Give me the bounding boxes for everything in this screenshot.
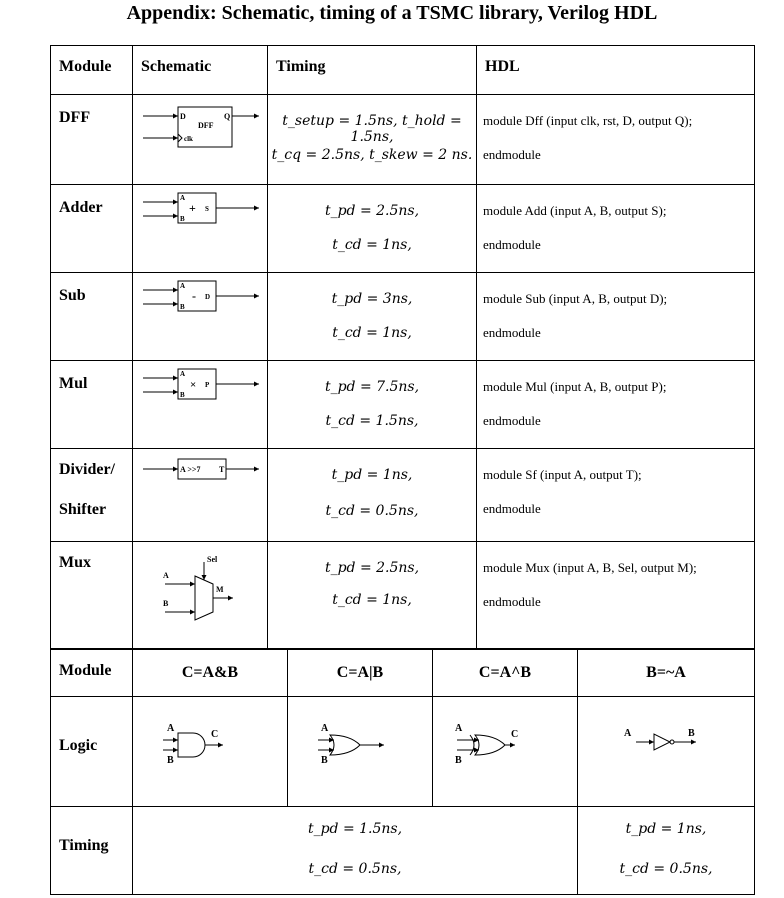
adder-symbol <box>133 185 268 267</box>
hdl-line: module Dff (input clk, rst, D, output Q); <box>483 113 693 128</box>
and-gate-icon <box>133 697 288 801</box>
header-and: C=A&B <box>133 649 288 697</box>
and-label-b: B <box>167 755 174 766</box>
module-name: DFF <box>51 95 133 185</box>
timing-line: t_pd = 1ns, <box>331 467 413 483</box>
adder-label-s: S <box>205 205 209 213</box>
hdl-line: module Sub (input A, B, output D); <box>483 291 668 306</box>
schematic-mux <box>133 542 268 650</box>
header-module: Module <box>51 649 133 697</box>
xor-gate-icon <box>433 697 578 801</box>
logic-gate-table <box>50 648 755 895</box>
and-label-a: A <box>167 723 175 734</box>
hdl-line: module Mux (input A, B, Sel, output M); <box>483 560 697 575</box>
timing-line: t_cd = 1.5ns, <box>325 413 419 429</box>
adder-label-a: A <box>180 194 186 202</box>
table-row <box>51 95 755 185</box>
or-label-b: B <box>321 755 328 766</box>
sub-label-a: A <box>180 282 186 290</box>
page-title: Appendix: Schematic, timing of a TSMC library, Verilog HDL <box>126 2 658 24</box>
shifter-label-t: T <box>219 465 225 474</box>
module-name-line: Shifter <box>59 501 107 518</box>
hdl-adder <box>477 185 755 273</box>
timing-gates <box>133 807 578 895</box>
dff-label-clk: clk <box>184 135 193 143</box>
mul-label-b: B <box>180 391 185 399</box>
timing-line: t_pd = 1.5ns, <box>307 821 403 837</box>
timing-line: t_pd = 7.5ns, <box>324 379 420 395</box>
schematic-adder <box>133 185 268 273</box>
hdl-line: module Mul (input A, B, output P); <box>483 379 667 394</box>
mux-symbol <box>133 542 268 644</box>
sub-label-b: B <box>180 303 185 311</box>
xor-label-b: B <box>455 755 462 766</box>
shifter-label-in: A >>7 <box>180 465 201 474</box>
module-name: Adder <box>51 185 133 273</box>
timing-line: t_pd = 3ns, <box>331 291 413 307</box>
not-label-b: B <box>688 728 695 739</box>
row-label-timing: Timing <box>51 807 133 895</box>
table-header-row <box>51 46 755 95</box>
module-name: Mul <box>51 361 133 449</box>
not-gate-cell <box>578 697 755 807</box>
schematic-shifter <box>133 449 268 542</box>
module-name-line: Divider/ <box>59 461 115 478</box>
dff-symbol <box>133 95 268 179</box>
timing-sub <box>268 273 477 361</box>
dff-label-d: D <box>180 112 186 121</box>
header-or: C=A|B <box>288 649 433 697</box>
xor-label-a: A <box>455 723 463 734</box>
timing-line: t_cd = 1ns, <box>332 592 412 608</box>
mul-label-a: A <box>180 370 186 378</box>
mux-label-m: M <box>216 585 224 594</box>
hdl-mul <box>477 361 755 449</box>
module-name: Mux <box>51 542 133 650</box>
hdl-line: endmodule <box>483 594 541 609</box>
not-label-a: A <box>624 728 632 739</box>
hdl-line: module Add (input A, B, output S); <box>483 203 667 218</box>
sub-symbol <box>133 273 268 355</box>
timing-line: t_pd = 2.5ns, <box>324 203 420 219</box>
timing-not <box>578 807 755 895</box>
and-gate-cell <box>133 697 288 807</box>
dff-label-name: DFF <box>198 121 214 130</box>
mul-op: × <box>190 379 197 391</box>
timing-line: t_cd = 1ns, <box>332 325 412 341</box>
timing-mux <box>268 542 477 650</box>
hdl-line: endmodule <box>483 325 541 340</box>
and-label-c: C <box>211 729 219 740</box>
sub-op: - <box>192 289 196 303</box>
header-timing: Timing <box>268 46 477 95</box>
header-module: Module <box>51 46 133 95</box>
module-table <box>50 45 755 650</box>
mul-label-p: P <box>205 381 210 389</box>
module-name <box>51 449 133 542</box>
row-label-logic: Logic <box>51 697 133 807</box>
mux-label-sel: Sel <box>207 555 218 564</box>
header-not: B=~A <box>578 649 755 697</box>
hdl-line: module Sf (input A, output T); <box>483 467 642 482</box>
timing-mul <box>268 361 477 449</box>
timing-line: t_cd = 0.5ns, <box>325 503 419 519</box>
header-schematic: Schematic <box>133 46 268 95</box>
adder-label-b: B <box>180 215 185 223</box>
module-name: Sub <box>51 273 133 361</box>
or-gate-icon <box>288 697 433 801</box>
schematic-mul <box>133 361 268 449</box>
hdl-line: endmodule <box>483 237 541 252</box>
timing-line: t_cd = 1ns, <box>332 237 412 253</box>
table-row <box>51 542 755 650</box>
timing-line: t_pd = 1ns, <box>625 821 707 837</box>
adder-op: + <box>189 201 196 215</box>
timing-dff <box>268 95 477 185</box>
schematic-dff <box>133 95 268 185</box>
schematic-sub <box>133 273 268 361</box>
mux-label-b: B <box>163 599 169 608</box>
xor-gate-cell <box>433 697 578 807</box>
or-gate-cell <box>288 697 433 807</box>
table-row <box>51 273 755 361</box>
or-label-a: A <box>321 723 329 734</box>
dff-label-q: Q <box>224 112 231 121</box>
timing-line: t_cd = 0.5ns, <box>308 861 402 877</box>
xor-label-c: C <box>511 729 519 740</box>
table-row <box>51 449 755 542</box>
table-header-row <box>51 649 755 697</box>
hdl-line: endmodule <box>483 147 541 162</box>
hdl-line: endmodule <box>483 413 541 428</box>
timing-shifter <box>268 449 477 542</box>
timing-line: t_cd = 0.5ns, <box>619 861 713 877</box>
timing-adder <box>268 185 477 273</box>
hdl-mux <box>477 542 755 650</box>
timing-line: t_setup = 1.5ns, t_hold = 1.5ns, <box>282 113 462 145</box>
hdl-dff <box>477 95 755 185</box>
sub-label-d: D <box>205 293 211 301</box>
not-gate-icon <box>578 697 755 801</box>
table-row <box>51 697 755 807</box>
table-row <box>51 807 755 895</box>
hdl-sub <box>477 273 755 361</box>
timing-line: t_pd = 2.5ns, <box>324 560 420 576</box>
hdl-shifter <box>477 449 755 542</box>
timing-line: t_cq = 2.5ns, t_skew = 2 ns. <box>271 147 473 163</box>
table-row <box>51 361 755 449</box>
table-row <box>51 185 755 273</box>
header-hdl: HDL <box>477 46 755 95</box>
mux-label-a: A <box>163 571 169 580</box>
hdl-line: endmodule <box>483 501 541 516</box>
shifter-symbol <box>133 449 268 536</box>
mul-symbol <box>133 361 268 443</box>
header-xor: C=A^B <box>433 649 578 697</box>
